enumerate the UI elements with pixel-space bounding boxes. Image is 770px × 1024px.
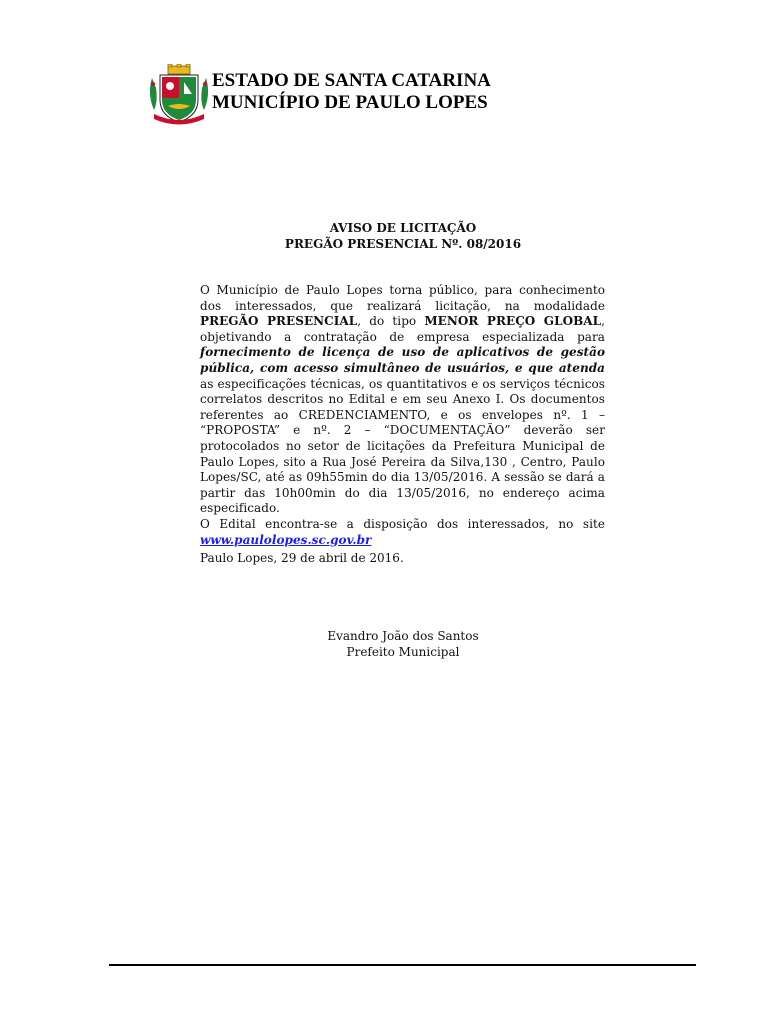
signer-role: Prefeito Municipal — [346, 645, 460, 659]
notice-title: AVISO DE LICITAÇÃO — [329, 221, 477, 235]
document-header — [212, 70, 491, 114]
body-text-segment: as especificações técnicas, os quantitativos e os serviços técnicos correlatos descritos no Edital e em seu Anexo I. Os documentos referentes ao CREDENCIAMENTO, e os envelopes nº. 1 – “PROPOSTA” e nº. 2 – “DOCUMENTAÇÃO” deverão ser protocolados no setor de licitações da Prefeitura Municipal de Paulo Lopes, sito a Rua José Pereira da Silva,130 , Centro, Paulo Lopes/SC, até as 09h55min do dia 13/05/2016. A sessão se dará a partir das 10h00min do dia 13/05/2016, no endereço acima especificado. — [200, 376, 605, 516]
coat-of-arms-icon — [146, 64, 212, 126]
notice-paragraph — [200, 283, 605, 517]
footer-divider — [109, 964, 696, 966]
body-text-segment: , objetivando a contratação de empresa especializada para — [200, 314, 605, 344]
signer-name: Evandro João dos Santos — [327, 629, 479, 643]
notice-subtitle: PREGÃO PRESENCIAL Nº. 08/2016 — [284, 237, 522, 251]
type-bold: MENOR PREÇO GLOBAL — [424, 314, 602, 329]
notice-body — [200, 283, 605, 548]
state-name: ESTADO DE SANTA CATARINA — [212, 70, 491, 91]
website-link[interactable]: www.paulolopes.sc.gov.br — [200, 532, 372, 547]
body-text-segment: , do tipo — [357, 314, 425, 329]
body-text-segment: O Edital encontra-se a disposição dos interessados, no site — [200, 516, 605, 531]
object-bold-italic: fornecimento de licença de uso de aplicativos de gestão pública, com acesso simultâneo de usuários, e que atenda — [200, 345, 605, 375]
municipality-name: MUNICÍPIO DE PAULO LOPES — [212, 92, 488, 113]
modality-bold: PREGÃO PRESENCIAL — [200, 314, 358, 329]
notice-title-block — [200, 220, 606, 252]
edital-paragraph — [200, 517, 605, 548]
signature-block — [200, 628, 606, 660]
date-line: Paulo Lopes, 29 de abril de 2016. — [200, 551, 404, 565]
body-text-segment: O Município de Paulo Lopes torna público, para conhecimento dos interessados, que realizará licitação, na modalidade — [200, 283, 605, 313]
